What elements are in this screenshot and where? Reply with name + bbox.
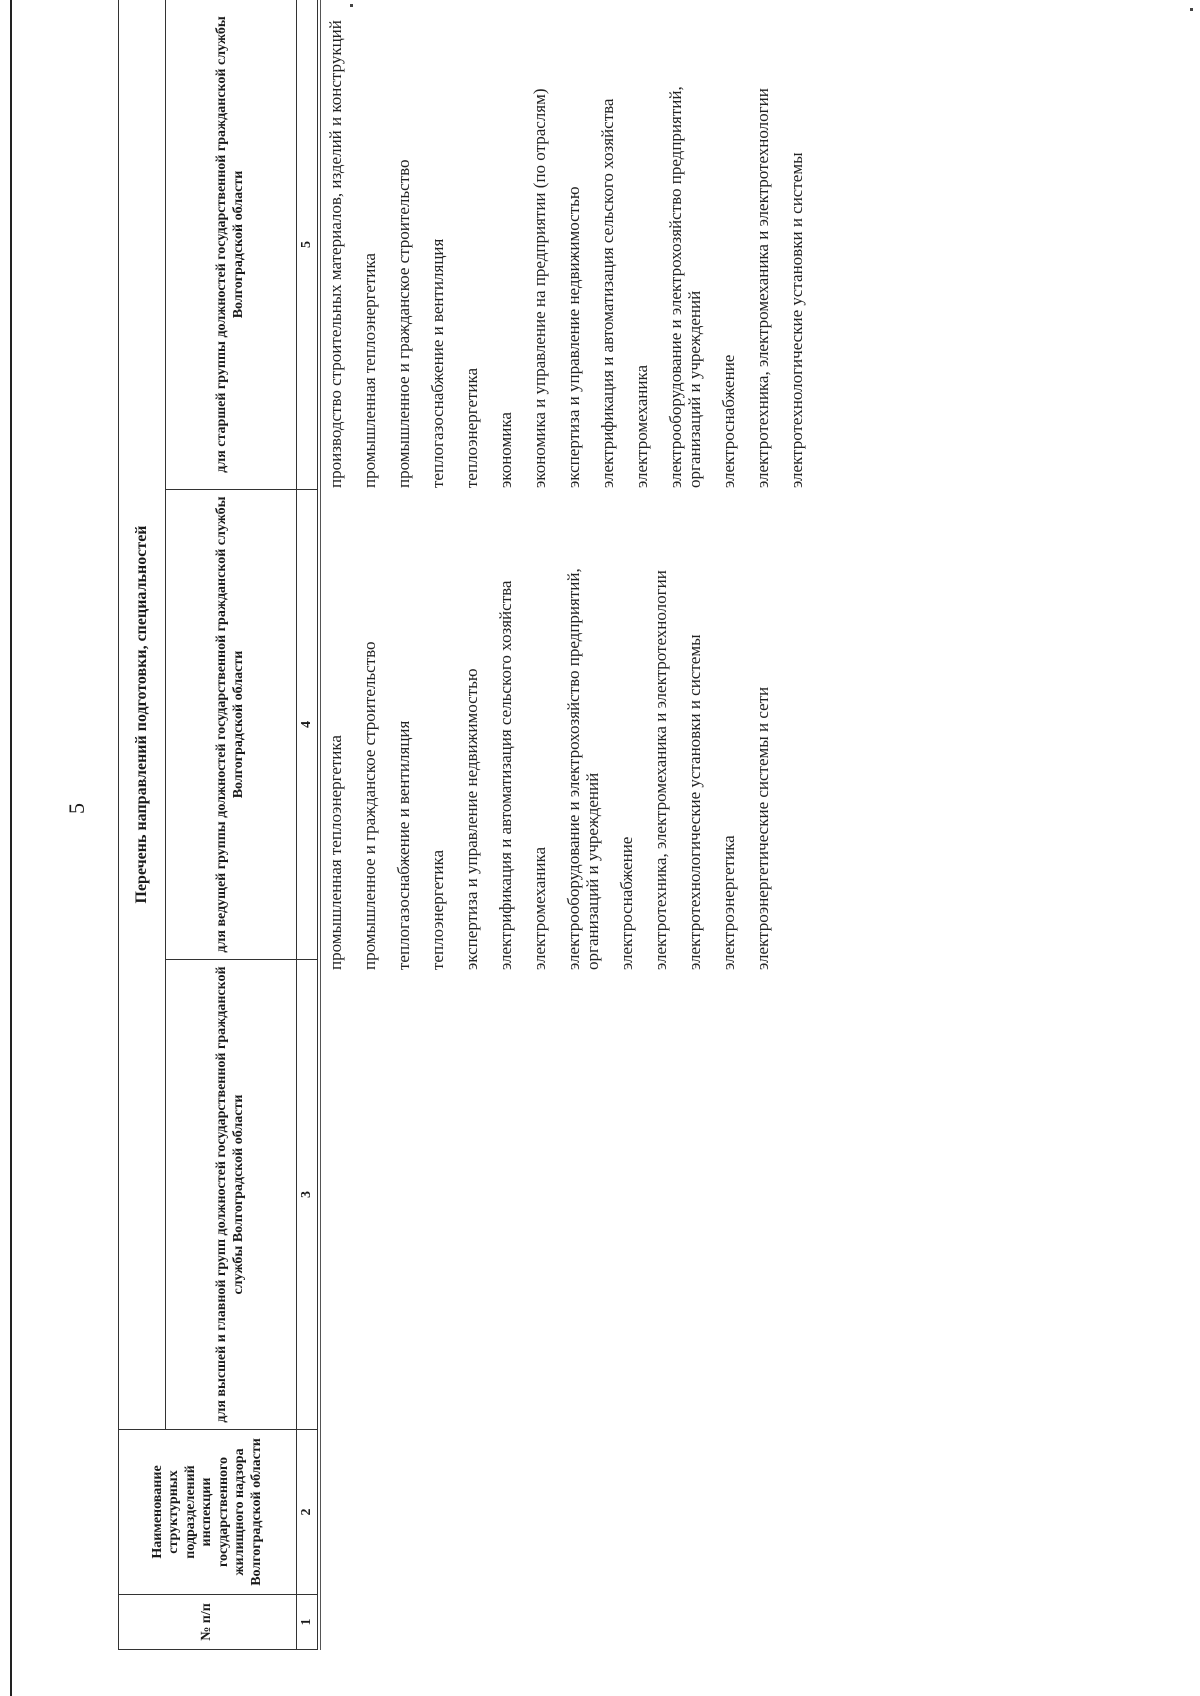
list-item: теплогазоснабжение и вентиляция <box>428 238 448 488</box>
header-col-senior-group: для старшей группы должностей государственной гражданской службы Волгоградской области <box>166 0 297 490</box>
list-item: промышленная теплоэнергетика <box>326 735 345 970</box>
header-structural-units: Наименование структурных подразделений инспекции государственного жилищного надзора Волгоградской области <box>119 1430 297 1595</box>
list-item: экспертиза и управление недвижимостью <box>462 668 482 970</box>
list-item: промышленное и гражданское строительство <box>394 159 414 488</box>
column-number: 2 <box>297 1430 318 1595</box>
list-item: электрооборудование и электрохозяйство предприятий, организаций и учреждений <box>564 568 603 970</box>
list-item: производство строительных материалов, изделий и конструкций <box>326 20 345 488</box>
header-col-leading-group: для ведущей группы должностей государственной гражданской службы Волгоградской области <box>166 490 297 960</box>
list-item: теплогазоснабжение и вентиляция <box>394 720 414 970</box>
list-item: экспертиза и управление недвижимостью <box>564 186 584 488</box>
list-item: электромеханика <box>632 364 652 488</box>
list-item: электротехнологические установки и системы <box>685 634 705 970</box>
column-number: 5 <box>297 0 318 490</box>
column-number: 1 <box>297 1595 318 1650</box>
column-number: 3 <box>297 960 318 1430</box>
list-item: электроэнергетика <box>719 835 739 970</box>
list-item: промышленная теплоэнергетика <box>360 253 380 488</box>
list-item: электротехника, электромеханика и электротехнологии <box>651 570 671 970</box>
specialties-col-leading-group <box>326 18 821 488</box>
list-item: электрификация и автоматизация сельского хозяйства <box>496 580 516 970</box>
header-specialties-list: Перечень направлений подготовки, специальностей <box>119 0 166 1430</box>
specialties-table-header <box>118 0 318 1650</box>
list-item: теплоэнергетика <box>462 367 482 488</box>
list-item: промышленное и гражданское строительство <box>360 641 380 970</box>
column-number: 4 <box>297 490 318 960</box>
list-item: электротехнологические установки и системы <box>787 152 807 488</box>
page-frame-line <box>10 0 12 1696</box>
list-item: электроэнергетические системы и сети <box>753 686 773 970</box>
list-item: экономика <box>496 412 516 488</box>
list-item: электротехника, электромеханика и электротехнологии <box>753 88 773 488</box>
page-number: 5 <box>64 803 89 814</box>
specialties-col-highest-group <box>326 500 787 970</box>
header-col-highest-group: для высшей и главной групп должностей государственной гражданской службы Волгоградской области <box>166 960 297 1430</box>
header-num: № п/п <box>119 1595 297 1650</box>
rotated-page-content <box>118 0 1200 1650</box>
list-item: электрооборудование и электрохозяйство предприятий, организаций и учреждений <box>666 86 705 488</box>
list-item: теплоэнергетика <box>428 849 448 970</box>
list-item: электроснабжение <box>719 354 739 488</box>
list-item: экономика и управление на предприятии (по отраслям) <box>530 88 550 488</box>
list-item: электромеханика <box>530 846 550 970</box>
table-outer-edge <box>320 0 321 1650</box>
list-item: электрификация и автоматизация сельского хозяйства <box>598 98 618 488</box>
list-item: электроснабжение <box>617 836 637 970</box>
